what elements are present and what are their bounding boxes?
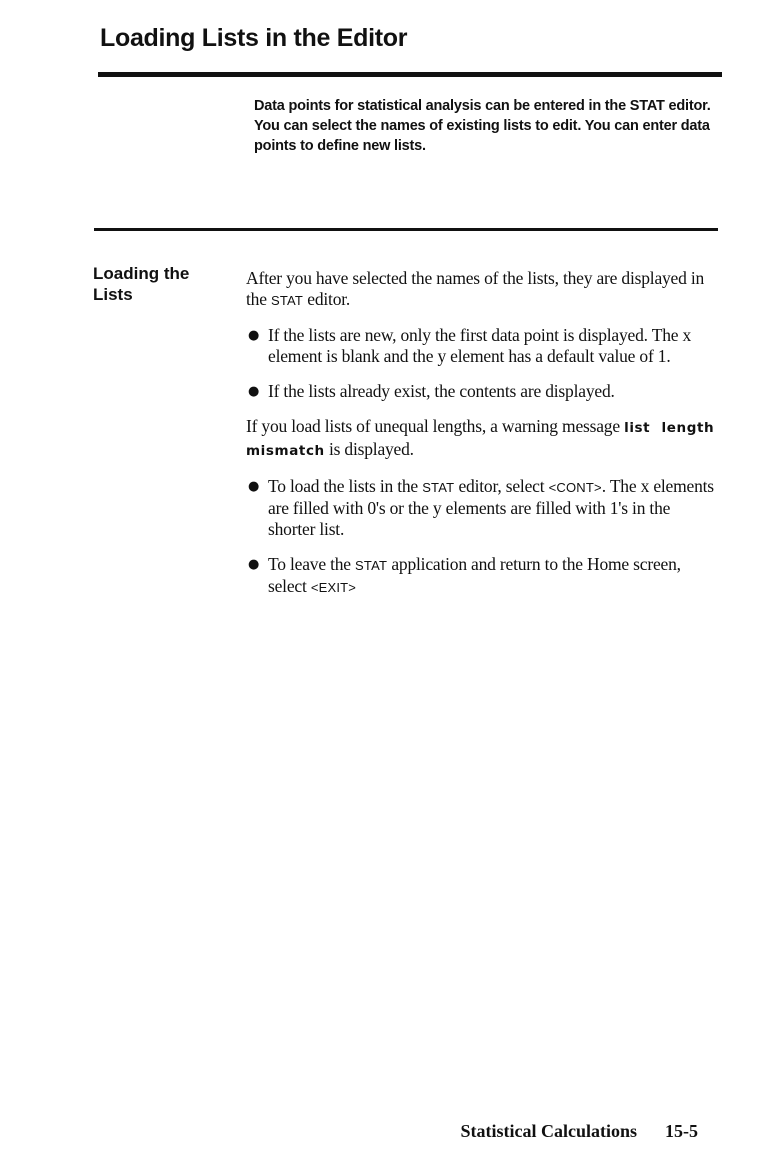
paragraph-displayed: After you have selected the names of the lists, they are displayed in the STAT editor. xyxy=(246,268,705,309)
page-footer xyxy=(460,1121,698,1142)
bullet-icon: ● xyxy=(248,328,260,343)
list-item: ● To leave the STAT application and return to the Home screen, select <EXIT> xyxy=(248,554,681,596)
bullet-icon: ● xyxy=(248,384,260,399)
section-body xyxy=(246,268,716,612)
chapter-title: Statistical Calculations xyxy=(460,1121,637,1141)
stat-label: STAT xyxy=(355,558,388,573)
stat-label: STAT xyxy=(270,293,304,308)
title-divider xyxy=(98,72,722,77)
list-item: ● If the lists already exist, the contents are displayed. xyxy=(248,381,615,401)
section-divider xyxy=(94,228,718,231)
exit-key: <EXIT> xyxy=(310,580,357,595)
list-item: ● If the lists are new, only the first data point is displayed. The x element is blank and the y element has a default value of 1. xyxy=(248,325,692,366)
intro-paragraph: Data points for statistical analysis can be entered in the STAT editor. You can select the names of existing lists to edit. You can enter data points to define new lists. xyxy=(254,98,711,154)
section-heading: Loading the Lists xyxy=(93,264,190,304)
bullet-icon: ● xyxy=(248,557,260,572)
paragraph-warning: If you load lists of unequal lengths, a warning message list length mismatch is displayed. xyxy=(246,416,715,459)
page-number: 15-5 xyxy=(665,1121,698,1141)
cont-key: <CONT> xyxy=(548,480,602,495)
stat-label: STAT xyxy=(422,480,455,495)
list-item: ● To load the lists in the STAT editor, select <CONT>. The x elements are filled with 0's or the y elements are filled with 1's in the shorter list. xyxy=(248,476,714,539)
page-title: Loading Lists in the Editor xyxy=(100,24,408,52)
warning-message: list length mismatch xyxy=(246,420,715,459)
bullet-icon: ● xyxy=(248,479,260,494)
